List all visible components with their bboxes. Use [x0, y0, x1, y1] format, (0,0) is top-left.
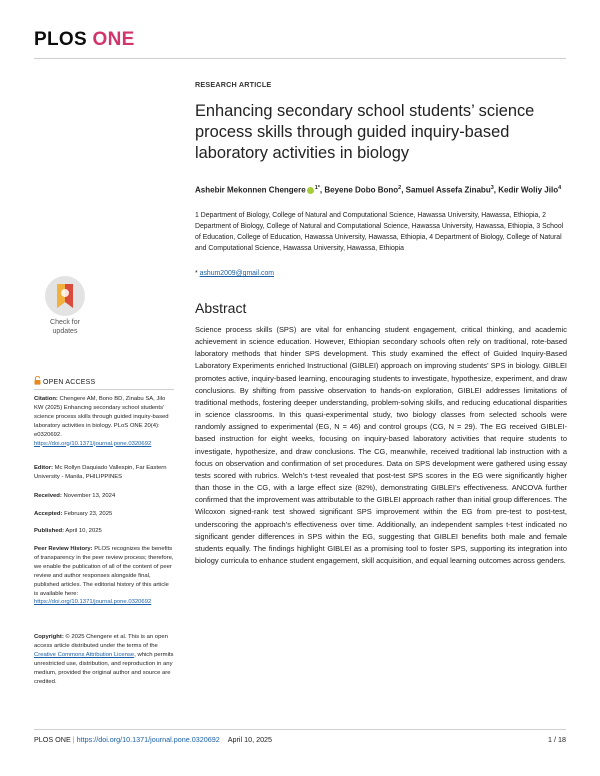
open-lock-icon	[34, 376, 41, 385]
editor-block	[34, 464, 174, 482]
orcid-icon[interactable]	[307, 187, 314, 194]
logo-part-one: ONE	[92, 29, 135, 50]
bookmark-icon	[53, 282, 77, 310]
sidebar-rule	[34, 389, 174, 390]
copyright-text-end: , which permits unrestricted use, distribution, and reproduction in any medium, provided the original author and source are credited.	[34, 651, 174, 685]
peer-review-block	[34, 545, 174, 607]
author-sup: 2	[398, 185, 402, 191]
citation-text: Chengere AM, Bono BD, Zinabu SA, Jilo KW (2025) Enhancing secondary school students’ science process skills through guided inquiry-based laboratory activities in biology. PLoS ONE 20(4): e0320692.	[34, 396, 169, 438]
published-label: Published:	[34, 528, 65, 534]
author-name[interactable]: Beyene Dobo Bono	[324, 185, 399, 195]
correspondence	[195, 270, 274, 277]
footer-doi-link[interactable]: https://doi.org/10.1371/journal.pone.0320692	[76, 735, 220, 744]
copyright-label: Copyright:	[34, 634, 64, 640]
accepted-label: Accepted:	[34, 511, 63, 517]
published-block	[34, 527, 174, 536]
footer-journal: PLOS ONE	[34, 735, 71, 744]
check-updates-label: Check for updates	[50, 319, 80, 335]
author-sup: 4	[558, 185, 562, 191]
check-for-updates-badge[interactable]	[39, 276, 91, 336]
journal-logo[interactable]	[34, 29, 135, 51]
footer-rule	[34, 729, 566, 730]
article-type: RESEARCH ARTICLE	[195, 80, 272, 89]
author-name[interactable]: Ashebir Mekonnen Chengere	[195, 185, 306, 195]
abstract-heading: Abstract	[195, 300, 247, 316]
editor-text: Mc Rollyn Daquiado Vallespin, Far Eastern University - Manila, PHILIPPINES	[34, 465, 167, 480]
peer-review-link[interactable]: https://doi.org/10.1371/journal.pone.0320692	[34, 599, 152, 606]
published-date: April 10, 2025	[65, 528, 102, 534]
license-link[interactable]: Creative Commons Attribution License	[34, 651, 135, 658]
author-sup: 3	[490, 185, 494, 191]
footer: PLOS ONE | https://doi.org/10.1371/journal.pone.0320692 April 10, 2025	[34, 735, 273, 744]
peer-review-label: Peer Review History:	[34, 546, 93, 552]
received-label: Received:	[34, 493, 62, 499]
author-sup: 1*	[314, 185, 320, 191]
affiliations: 1 Department of Biology, College of Natural and Computational Science, Hawassa University, Hawassa, Ethiopia, 2 Department of Biology, College of Natural and Computational Science, Hawassa University, Hawassa, Ethiopia, 3 School of Education, College of Education, Hawassa University, Hawassa, Ethiopia, 4 Department of Biology, College of Natural and Computational Science, Hawassa University, Hawassa, Ethiopia	[195, 212, 564, 252]
received-date: November 13, 2024	[63, 493, 116, 499]
email-link[interactable]: ashum2009@gmail.com	[199, 270, 275, 277]
author-name[interactable]: Samuel Assefa Zinabu	[405, 185, 491, 195]
page-number: 1 / 18	[548, 735, 566, 744]
copyright-text: © 2025 Chengere et al. This is an open access article distributed under the terms of the	[34, 634, 168, 649]
correspondence-marker: *	[195, 270, 198, 277]
header-rule	[34, 58, 566, 59]
check-updates-icon	[45, 276, 85, 316]
logo-part-plos: PLOS	[34, 29, 87, 50]
editor-label: Editor:	[34, 465, 53, 471]
received-block	[34, 492, 174, 501]
peer-review-text: PLOS recognizes the benefits of transparency in the peer review process; therefore, we enable the publication of all of the content of peer review and author responses alongside final, published articles. The editorial history of this article is available here:	[34, 546, 174, 597]
citation-doi-link[interactable]: https://doi.org/10.1371/journal.pone.0320692	[34, 440, 152, 447]
author-list: Ashebir Mekonnen Chengere $^{1*}$, Beyene Dobo Bono$^2$, Samuel Assefa Zinabu$^3$, Kedir Woliy Jilo$^4$	[195, 185, 562, 195]
open-access-label: OPEN ACCESS	[34, 376, 95, 386]
author-name[interactable]: Kedir Woliy Jilo	[498, 185, 559, 195]
accepted-block	[34, 510, 174, 519]
abstract-body: Science process skills (SPS) are vital for enhancing student engagement, critical thinking, and academic achievement in science education. However, Ethiopian secondary schools often rely on traditional, rote-based laboratory methods that hinder SPS development. This study examined the effect of Guided Inquiry-Based Laboratory Experiments enriched Instructional (GIBLEI) approach on improving students’ SPS in biology. GIBLEI promotes active, inquiry-based learning, encouraging students to investigate, hypothesize, experiment, and draw conclusions. By shifting from passive observation to hands-on exploration, GIBLEI addresses limitations of traditional methods, fostering deeper understanding, problem-solving skills, and reducing educational disparities in science classrooms. In this quasi-experimental study, two biology classes from selected schools were randomly assigned to experimental (EG, N = 46) and control groups (CG, N = 29). The EG received GIBLEI-based instruction for eight weeks, focusing on inquiry-based laboratory activities that require students to investigate, hypothesize, and draw conclusions. The CG, meanwhile, received traditional lab instruction with a focus on observation and confirmation of set procedures. Data on SPS development were gathered using essay tests scored with rubrics. Welch’s t-test revealed that post-test SPS scores in the EG were significantly higher than those in the CG, with a large effect size (82%), demonstrating GIBLEI’s effectiveness. ANCOVA further confirmed that the improvement was attributable to the GIBLEI approach rather than initial group differences. The Wilcoxon signed-rank test showed significant SPS improvement within the EG from pre-test to post-test, underscoring the approach’s effectiveness over time. Additionally, an independent samples t-test indicated no significant gender differences in SPS within the EG, suggesting that GIBLEI benefits both male and female students equally. The findings highlight GIBLEI as a promising tool to foster SPS, supporting its integration into biology curricula to enhance student engagement, skill acquisition, and equal learning outcomes across genders.	[195, 325, 567, 565]
citation-label: Citation:	[34, 396, 58, 402]
citation-block	[34, 395, 174, 448]
accepted-date: February 23, 2025	[64, 511, 113, 517]
footer-date: April 10, 2025	[227, 735, 273, 744]
copyright-block	[34, 633, 174, 686]
article-title: Enhancing secondary school students’ science process skills through guided inquiry-based laboratory activities in biology	[195, 102, 535, 162]
